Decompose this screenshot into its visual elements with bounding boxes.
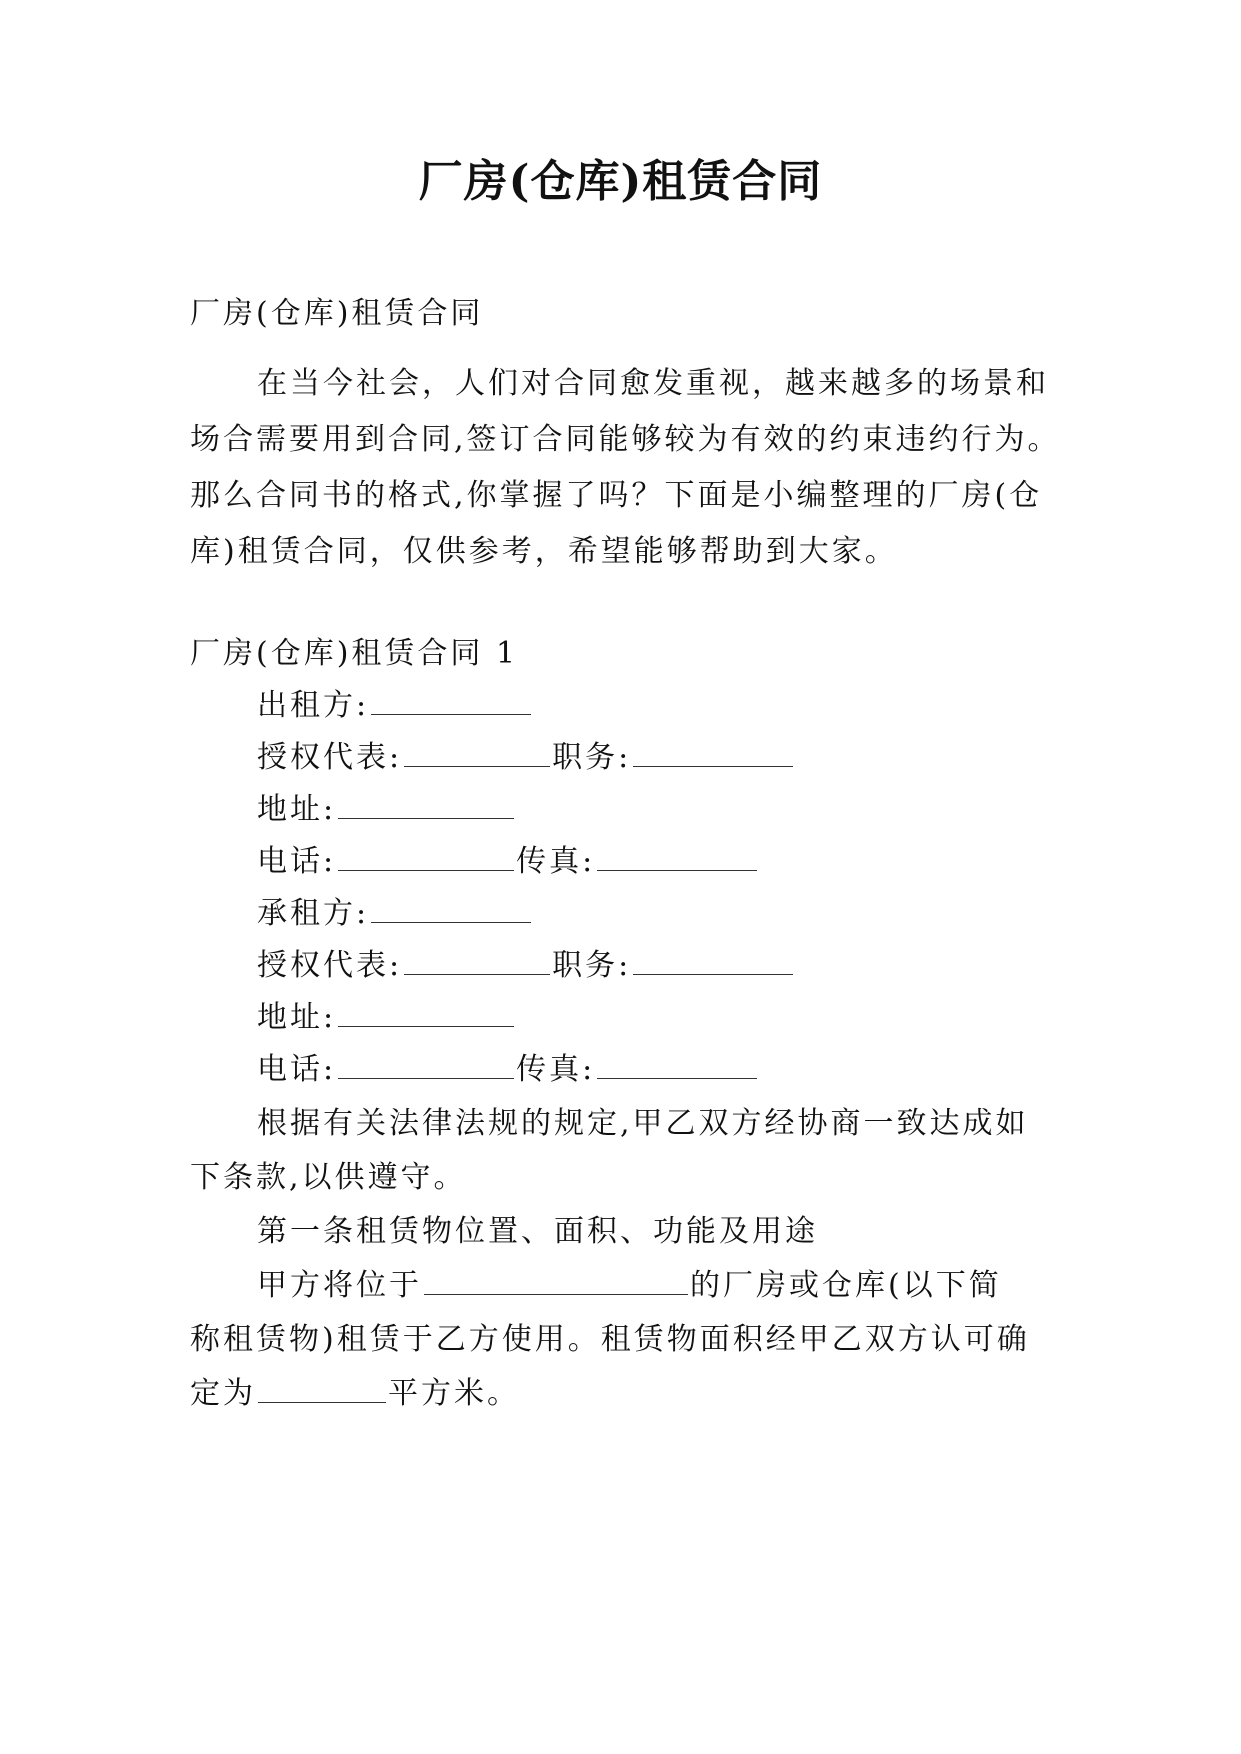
document-subtitle: 厂房(仓库)租赁合同 [190,296,484,331]
lessee-rep-blank[interactable] [404,944,550,975]
agreement-line-2: 下条款,以供遵守。 [190,1160,467,1195]
agreement-line-1: 根据有关法律法规的规定,甲乙双方经协商一致达成如 [257,1106,1029,1141]
intro-line-3: 那么合同书的格式,你掌握了吗？下面是小编整理的厂房(仓 [190,478,1043,513]
article1-heading: 第一条租赁物位置、面积、功能及用途 [257,1214,818,1249]
area-blank[interactable] [258,1372,386,1403]
lessee-rep-label: 授权代表: [257,948,403,983]
lessee-rep-row [257,944,795,988]
article1-location-suffix: 的厂房或仓库(以下简 [690,1268,1002,1303]
lessee-row [257,892,533,936]
article1-area-prefix: 定为 [190,1376,256,1411]
article1-line-3 [190,1372,520,1416]
lessor-label: 出租方: [257,688,370,723]
document-title: 厂房(仓库)租赁合同 [418,156,823,207]
article1-location-prefix: 甲方将位于 [257,1268,422,1303]
lessee-blank[interactable] [371,892,531,923]
lessor-rep-row [257,736,795,780]
lessor-address-label: 地址: [257,792,337,827]
intro-line-4: 库)租赁合同，仅供参考，希望能够帮助到大家。 [190,534,898,569]
lessee-address-row [257,996,516,1040]
lessor-fax-blank[interactable] [597,840,757,871]
lessor-rep-label: 授权代表: [257,740,403,775]
lessee-position-label: 职务: [552,948,632,983]
lessee-position-blank[interactable] [633,944,793,975]
lessor-row [257,684,533,728]
article1-line-1 [257,1264,1002,1308]
intro-line-2: 场合需要用到合同,签订合同能够较为有效的约束违约行为。 [190,422,1061,457]
lessee-phone-blank[interactable] [338,1048,514,1079]
lessee-address-blank[interactable] [338,996,514,1027]
section-heading: 厂房(仓库)租赁合同 1 [190,636,519,671]
lessee-phone-label: 电话: [257,1052,337,1087]
article1-line-2: 称租赁物)租赁于乙方使用。租赁物面积经甲乙双方认可确 [190,1322,1030,1357]
location-blank[interactable] [424,1264,688,1295]
lessor-position-blank[interactable] [633,736,793,767]
intro-line-1: 在当今社会，人们对合同愈发重视，越来越多的场景和 [257,366,1049,401]
lessor-fax-label: 传真: [516,844,596,879]
lessor-address-blank[interactable] [338,788,514,819]
lessor-blank[interactable] [371,684,531,715]
lessee-phone-row [257,1048,759,1092]
lessee-fax-label: 传真: [516,1052,596,1087]
lessee-fax-blank[interactable] [597,1048,757,1079]
lessor-rep-blank[interactable] [404,736,550,767]
lessee-address-label: 地址: [257,1000,337,1035]
lessor-address-row [257,788,516,832]
article1-area-suffix: 平方米。 [388,1376,520,1411]
lessor-phone-row [257,840,759,884]
lessee-label: 承租方: [257,896,370,931]
lessor-phone-label: 电话: [257,844,337,879]
lessor-phone-blank[interactable] [338,840,514,871]
lessor-position-label: 职务: [552,740,632,775]
